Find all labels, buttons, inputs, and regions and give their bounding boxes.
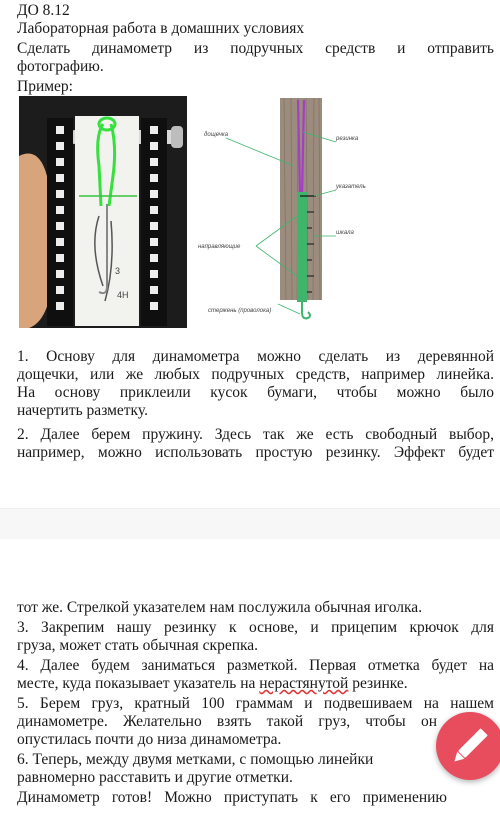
step4-text-c: резинке. [348, 675, 408, 692]
step2-line2: например, можно использовать простую резинку. Эффект будет [17, 444, 494, 461]
doc-title: Лабораторная работа в домашних условиях [17, 20, 305, 37]
step1-line3: На основу приклеили кусок бумаги, чтобы можно было [17, 384, 494, 401]
step3-line1: 3. Закрепим нашу резинку к основе, и прицепим крючок для [17, 619, 494, 636]
label-board: дощечка [204, 132, 229, 138]
step1-line4: начертить разметку. [17, 402, 148, 419]
label-rubber: резинка [336, 136, 359, 142]
dynamometer-diagram [196, 96, 366, 328]
step4-line2 [17, 675, 408, 693]
step5-line1: 5. Берем груз, кратный 100 граммам и подвешиваем на нашем [17, 695, 494, 712]
step6-line1: 6. Теперь, между двумя метками, с помощью линейки [17, 751, 374, 768]
pencil-icon [436, 712, 500, 780]
step5-line3: опустилась почти до низа динамометра. [17, 731, 282, 748]
step3-line2: груза, может стать обычная скрепка. [17, 637, 259, 654]
page-2 [0, 539, 500, 816]
label-pointer: указатель [336, 184, 366, 190]
spellcheck-word: нерастянутой [259, 675, 349, 692]
step2-line3: тот же. Стрелкой указателем нам послужила обычная иголка. [17, 599, 423, 616]
label-guides: направляющие [198, 244, 241, 250]
step1-line2: дощечки, или же любых подручных средств, например линейка. [17, 366, 494, 383]
step4-line1: 4. Далее будем заниматься разметкой. Первая отметка будет на [17, 657, 494, 674]
final-line: Динамометр готов! Можно приступать к его применению [17, 789, 447, 806]
page-gap [0, 508, 500, 540]
task-line-2: фотографию. [17, 58, 104, 75]
step6-line2: равномерно расставить и другие отметки. [17, 769, 293, 786]
task-line-1: Сделать динамометр из подручных средств и отправить [17, 40, 494, 57]
label-rod: стержень (проволока) [208, 308, 272, 314]
step1-line1: 1. Основу для динамометра можно сделать из деревянной [17, 348, 494, 365]
step4-text-a: месте, куда показывает указатель на [17, 675, 260, 692]
svg-text:4H: 4H [117, 290, 129, 300]
step2-line1: 2. Далее берем пружину. Здесь так же есть свободный выбор, [17, 426, 494, 443]
example-label: Пример: [17, 78, 73, 95]
svg-text:3: 3 [115, 266, 121, 276]
label-scale: шкала [336, 230, 354, 236]
example-photo [19, 96, 187, 328]
step5-line2: динамометре. Желательно взять такой груз, чтобы он [17, 713, 437, 730]
doc-code: ДО 8.12 [17, 2, 70, 19]
edit-button[interactable] [436, 712, 500, 780]
